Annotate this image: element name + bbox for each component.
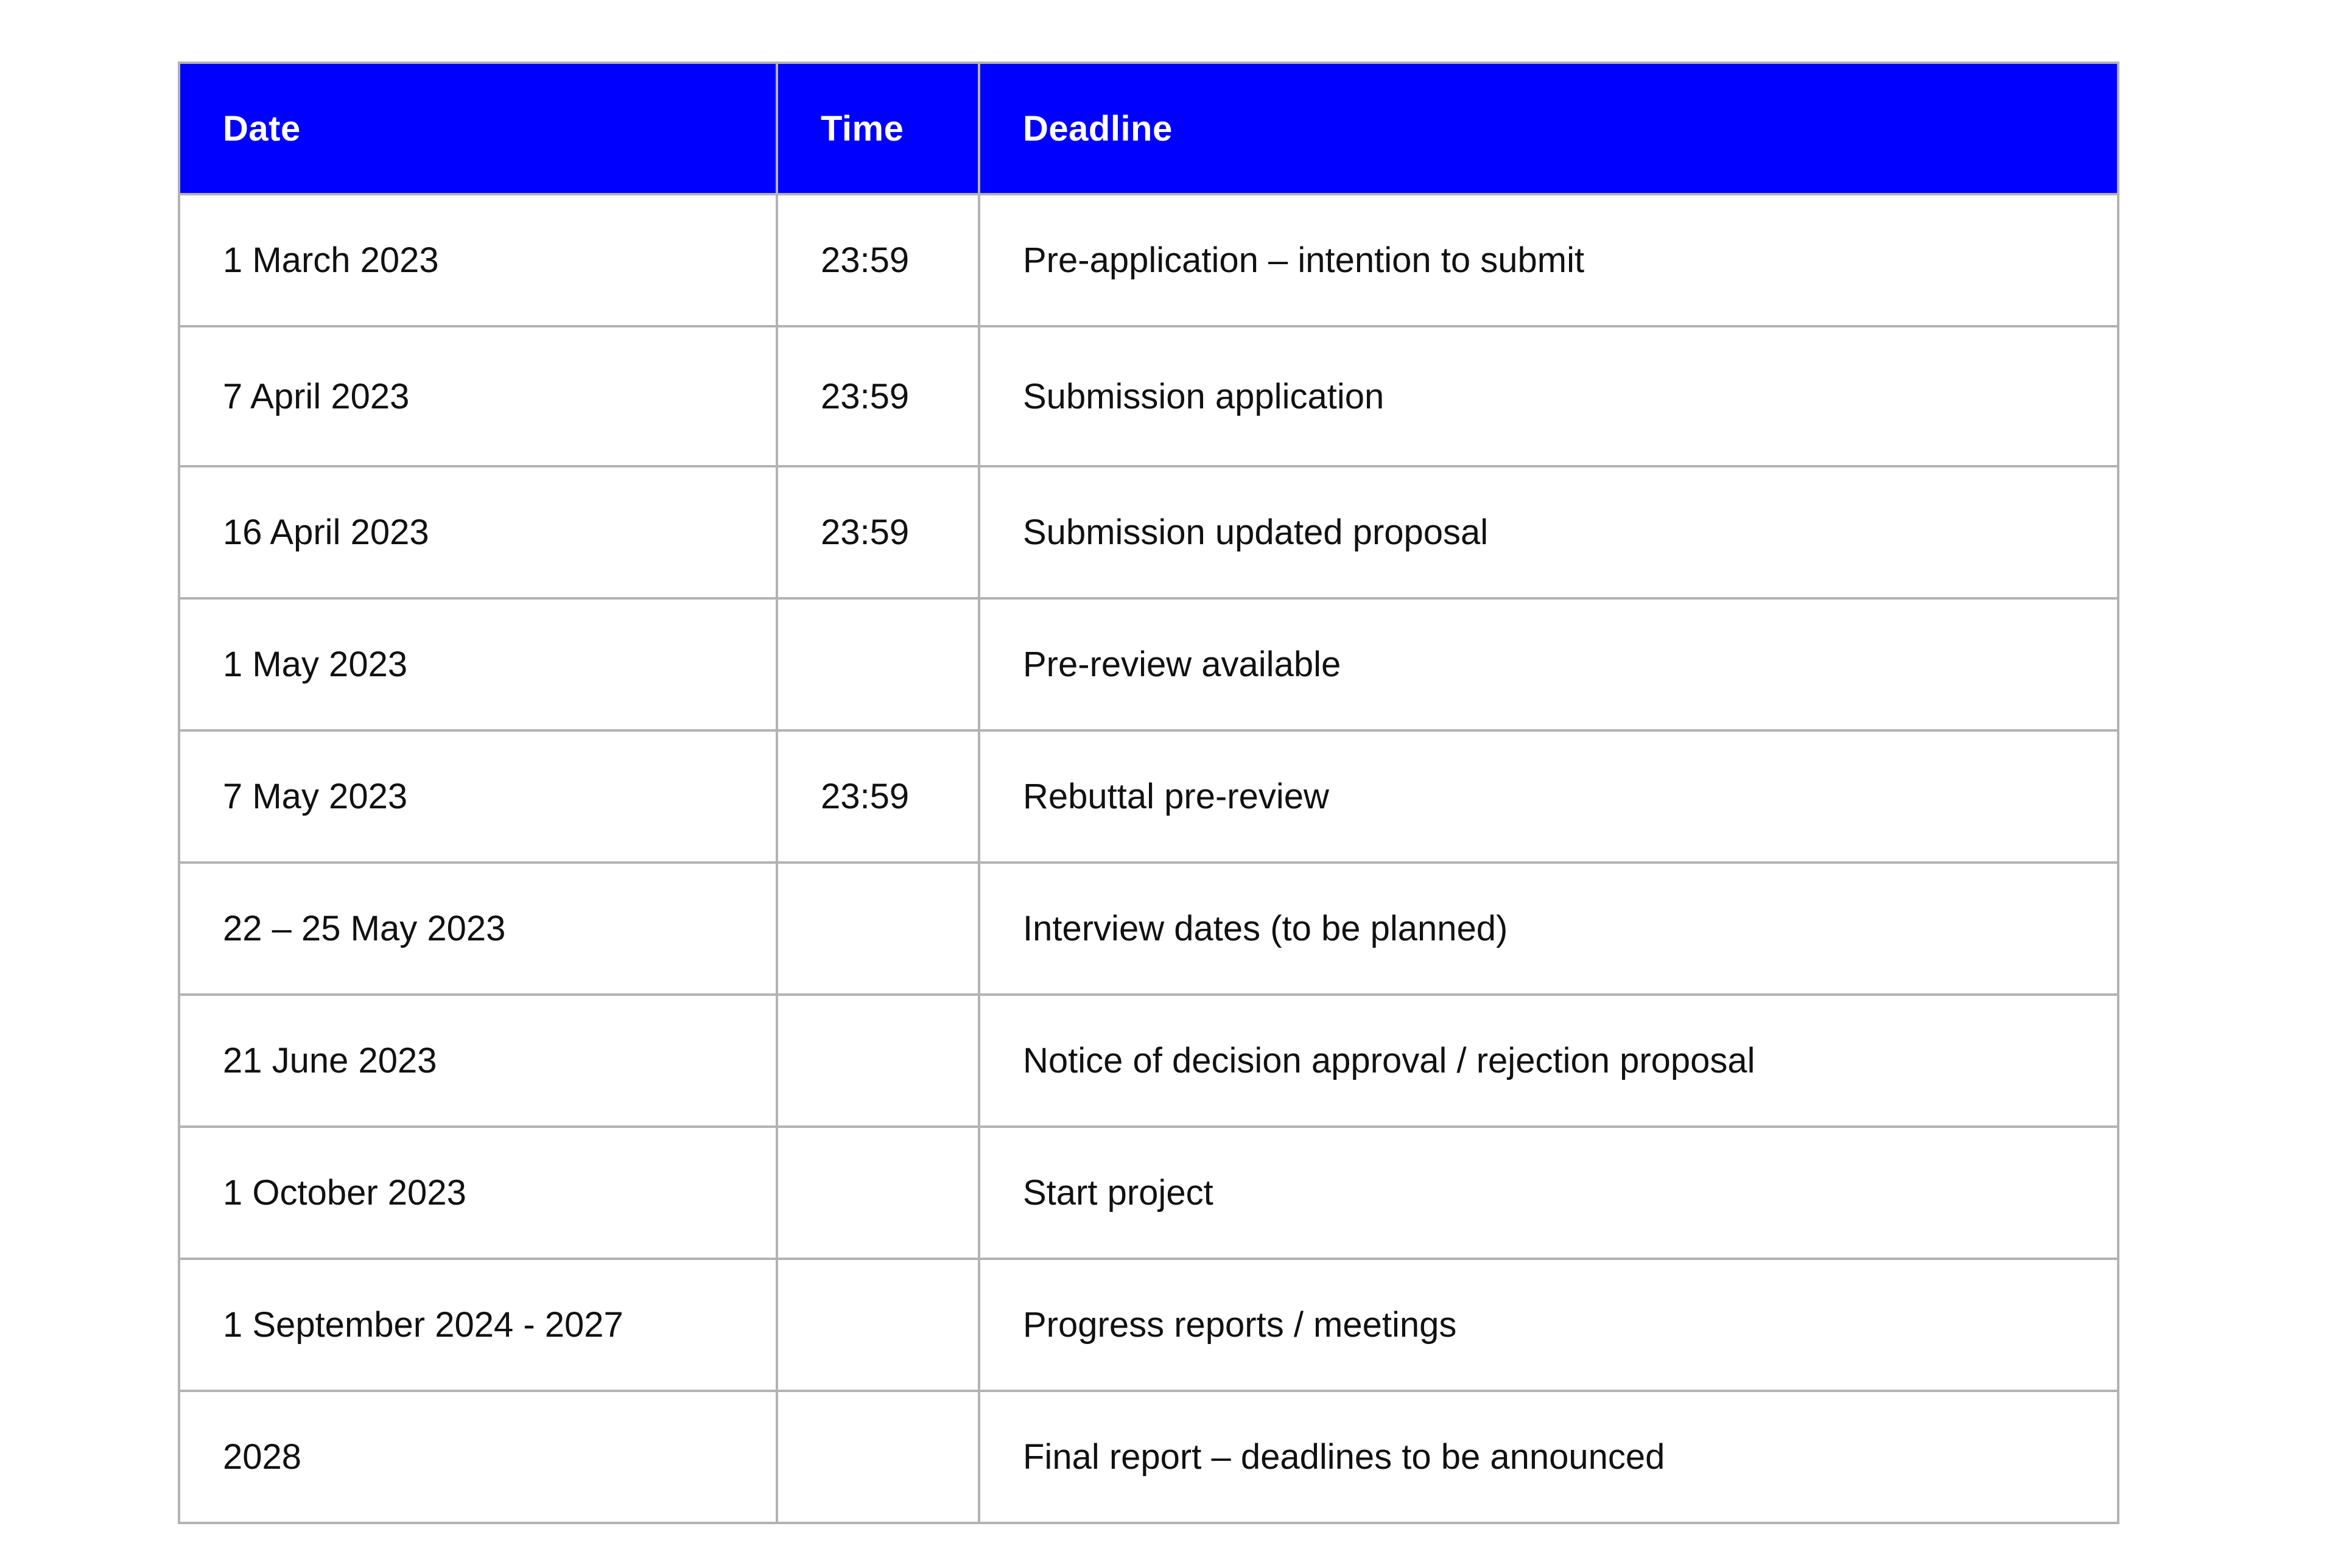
table-row (179, 194, 2118, 326)
time-cell: 23:59 (777, 326, 979, 466)
table-body (179, 194, 2118, 1523)
deadline-cell: Start project (979, 1127, 2118, 1259)
time-cell: 23:59 (777, 466, 979, 598)
deadline-cell: Notice of decision approval / rejection proposal (979, 995, 2118, 1127)
time-cell: 23:59 (777, 194, 979, 326)
time-cell (777, 598, 979, 730)
table-row (179, 995, 2118, 1127)
table-row (179, 466, 2118, 598)
deadline-table (178, 61, 2119, 1524)
deadline-cell: Submission updated proposal (979, 466, 2118, 598)
date-cell: 1 May 2023 (179, 598, 777, 730)
table-row (179, 1259, 2118, 1391)
date-cell: 7 April 2023 (179, 326, 777, 466)
date-cell: 2028 (179, 1391, 777, 1523)
deadline-cell: Rebuttal pre-review (979, 730, 2118, 863)
date-cell: 21 June 2023 (179, 995, 777, 1127)
date-cell: 1 March 2023 (179, 194, 777, 326)
header-row (179, 63, 2118, 194)
table-row (179, 1127, 2118, 1259)
time-cell (777, 863, 979, 995)
deadline-cell: Final report – deadlines to be announced (979, 1391, 2118, 1523)
deadline-cell: Interview dates (to be planned) (979, 863, 2118, 995)
date-cell: 22 – 25 May 2023 (179, 863, 777, 995)
table-header (179, 63, 2118, 194)
column-header-date: Date (179, 63, 777, 194)
column-header-deadline: Deadline (979, 63, 2118, 194)
deadline-cell: Submission application (979, 326, 2118, 466)
date-cell: 1 October 2023 (179, 1127, 777, 1259)
table-row (179, 1391, 2118, 1523)
deadline-cell: Pre-review available (979, 598, 2118, 730)
table-row (179, 598, 2118, 730)
date-cell: 16 April 2023 (179, 466, 777, 598)
table-row (179, 863, 2118, 995)
deadline-cell: Progress reports / meetings (979, 1259, 2118, 1391)
time-cell (777, 1127, 979, 1259)
column-header-time: Time (777, 63, 979, 194)
date-cell: 7 May 2023 (179, 730, 777, 863)
table-row (179, 730, 2118, 863)
deadline-cell: Pre-application – intention to submit (979, 194, 2118, 326)
time-cell (777, 1259, 979, 1391)
time-cell (777, 1391, 979, 1523)
date-cell: 1 September 2024 - 2027 (179, 1259, 777, 1391)
table-row (179, 326, 2118, 466)
time-cell: 23:59 (777, 730, 979, 863)
time-cell (777, 995, 979, 1127)
